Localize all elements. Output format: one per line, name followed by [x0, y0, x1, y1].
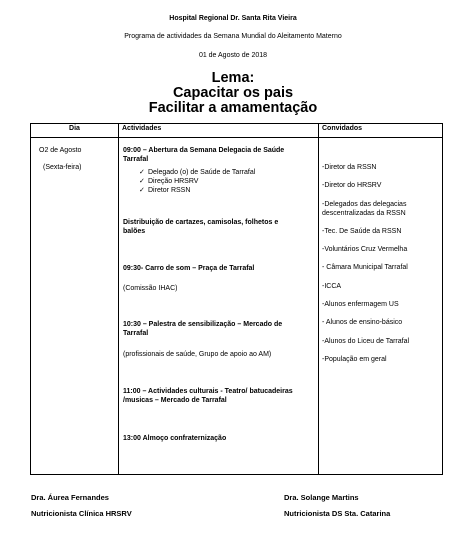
activity-cultural-cont: /musicas – Mercado de Tarrafal: [123, 397, 227, 404]
dia-date: O2 de Agosto: [39, 147, 82, 154]
activity-distribution-cont: balões: [123, 228, 146, 235]
guest-item: -ICCA: [322, 283, 342, 290]
guest-item: -Delegados das delegacias: [322, 201, 407, 208]
guest-item: - Câmara Municipal Tarrafal: [322, 264, 408, 271]
dia-cell: [31, 138, 119, 475]
activity-lecture-cont: Tarrafal: [123, 330, 149, 337]
guest-item-cont: descentralizadas da RSSN: [322, 210, 406, 217]
activity-sound-car-note: (Comissão IHAC): [123, 285, 178, 292]
guest-item: - Alunos de ensino-básico: [322, 319, 403, 326]
activity-lunch: 13:00 Almoço confraternização: [123, 435, 227, 442]
list-item: [139, 186, 190, 194]
lema-line-2: Facilitar a amamentação: [148, 100, 318, 116]
activity-lecture: 10:30 – Palestra de sensibilização – Mercado de: [123, 321, 283, 328]
activity-opening-title-cont: Tarrafal: [123, 156, 149, 163]
list-item: [139, 168, 255, 176]
list-item-label: Diretor RSSN: [148, 187, 191, 194]
actividades-cell: [119, 138, 319, 475]
table-header-row: [31, 124, 443, 138]
list-item-label: Delegado (o) de Saúde de Tarrafal: [148, 169, 256, 176]
check-icon: ✓: [139, 187, 145, 194]
list-item-label: Direção HRSRV: [148, 178, 199, 185]
activity-lecture-note: (profissionais de saúde, Grupo de apoio ao AM): [123, 351, 272, 358]
signature-left-role: Nutricionista Clínica HRSRV: [31, 509, 132, 518]
guest-item: -Alunos do Liceu de Tarrafal: [322, 338, 410, 345]
guest-item: -População em geral: [322, 356, 387, 363]
list-item: [139, 177, 198, 185]
check-icon: ✓: [139, 169, 145, 176]
guest-item: -Voluntários Cruz Vermelha: [322, 246, 408, 253]
check-icon: ✓: [139, 178, 145, 185]
guest-item: -Diretor do HRSRV: [322, 182, 382, 189]
guest-item: -Alunos enfermagem US: [322, 301, 399, 308]
activity-sound-car: 09:30- Carro de som – Praça de Tarrafal: [123, 265, 255, 272]
activity-distribution: Distribuição de cartazes, camisolas, folhetos e: [123, 219, 279, 226]
guest-item: -Tec. De Saúde da RSSN: [322, 228, 402, 235]
header-dia: Dia: [31, 124, 119, 138]
dia-weekday: (Sexta-feira): [43, 164, 82, 171]
program-date: 01 de Agosto de 2018: [198, 52, 268, 59]
signature-right-name: Dra. Solange Martins: [284, 493, 359, 502]
hospital-name: Hospital Regional Dr. Santa Rita Vieira: [169, 15, 297, 22]
header-convidados: Convidados: [319, 124, 443, 138]
header-actividades: Actividades: [119, 124, 319, 138]
guest-item: -Diretor da RSSN: [322, 164, 377, 171]
lema-line-1: Capacitar os pais: [172, 85, 294, 101]
table-row: [31, 138, 443, 475]
program-title: Programa de actividades da Semana Mundial do Aleitamento Materno: [124, 33, 342, 40]
signature-left-name: Dra. Áurea Fernandes: [31, 493, 109, 502]
lema-label: Lema:: [211, 70, 255, 86]
convidados-cell: [319, 138, 443, 475]
signature-right-role: Nutricionista DS Sta. Catarina: [284, 509, 391, 518]
activity-cultural: 11:00 – Actividades culturais - Teatro/ batucadeiras: [123, 388, 293, 395]
activities-table: [30, 123, 443, 475]
activity-opening-title: 09:00 – Abertura da Semana Delegacia de Saúde: [123, 147, 285, 154]
